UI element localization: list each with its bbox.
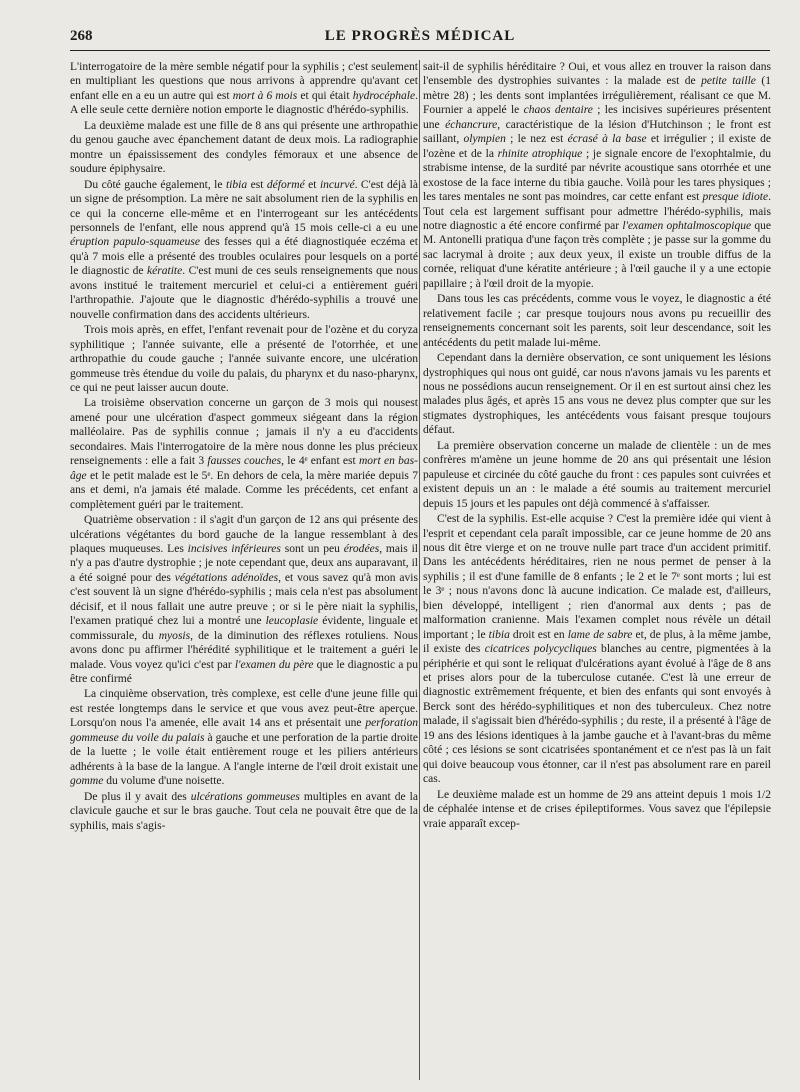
italic-text: érodées [343, 542, 380, 555]
paragraph [423, 788, 771, 831]
italic-text: hydrocéphale [352, 89, 416, 102]
text-run: du volume d'une noisette. [103, 775, 225, 788]
italic-text: cicatrices polycycliques [484, 643, 597, 656]
text-run: Quatrième observation : il s'agit d'un garçon de 12 ans qui présente des ulcérations végétantes du bord gauche de la langue ressemblant à des plaques muqueuses. Les [70, 514, 418, 555]
paragraph [423, 351, 771, 438]
text-run: droit est en [509, 628, 568, 641]
text-run: Le deuxième malade est un homme de 29 ans atteint depuis 1 mois 1/2 de céphalée intense et de crises épileptiformes. Vous savez que l'épilepsie vraie apparaît excep- [423, 788, 771, 830]
italic-text: gomme [70, 775, 104, 788]
italic-text: fausses couches [207, 455, 282, 468]
italic-text: kératite [147, 265, 183, 278]
text-run: . C'est muni de ces seuls renseignements que nous avons institué le traitement mercuriel et celui-ci a entièrement guéri l'arthropathie. J'ajoute que le diagnostic d'hérédo-syphilis a trouvé une nouvelle confirmation dans des accidents ultérieurs. [70, 265, 418, 321]
text-run: , de la diminution des réflexes rotuliens. Nous avons donc pu affirmer l'hérédité syphilitique et le traitement a guéri le malade. Vous voyez qu'ici c'est par [70, 629, 418, 671]
text-run: et irrégulier ; il existe de l'ozène et de la [423, 133, 771, 160]
italic-text: l'examen ophtalmoscopique [622, 219, 752, 232]
italic-text: incisives inférieures [187, 542, 281, 555]
column-divider [419, 60, 420, 1080]
text-run: . Tout cela est largement suffisant pour admettre l'hérédo-syphilis, mais notre diagnostic a été encore confirmé par [423, 191, 771, 232]
italic-text: perforation gommeuse du voile du palais [70, 717, 418, 744]
text-run: et, de plus, à la même jambe, il existe des [423, 628, 771, 656]
italic-text: ulcérations gommeuses [190, 790, 300, 803]
text-run: La troisième observation concerne un garçon de 3 mois qui nousest amené pour une ulcération d'aspect gommeux siégeant dans la région malléolaire. Pas de syphilis connue ; jamais il n'y a eu d'accidents secondaires. Mais l'interrogatoire de la mère nous donne les plus précieux renseignements : elle a fait 3 [70, 397, 418, 468]
italic-text: échancrure [445, 118, 498, 131]
journal-title: LE PROGRÈS MÉDICAL [324, 28, 516, 44]
italic-text: écrasé à la base [567, 133, 647, 146]
paragraph [70, 178, 418, 323]
text-run: que le diagnostic a pu être confirmé [70, 658, 418, 686]
text-run: . A elle seule cette dernière notion emporte le diagnostic d'hérédo-syphilis. [70, 89, 418, 117]
italic-text: leucoplasie [265, 615, 319, 628]
text-run: Cependant dans la dernière observation, ce sont uniquement les lésions dystrophiques qui nous ont guidé, car nous n'avons jamais vu les parents et nous ne possédions aucun renseignement. Or il en est surtout ainsi chez les malades plus âgés, et après 15 ans vous ne devez plus compter que sur les stigmates dystrophiques, les antécédents vous faisant presque toujours défaut. [423, 352, 771, 437]
text-run: sont un peu [280, 542, 344, 555]
text-run: et le petit malade est le 5ᵉ. En dehors de cela, la mère mariée depuis 7 ans et demi, n'a jamais été malade. Comme les précédents, cet enfant a complètement guéri par le traitement. [70, 469, 418, 511]
text-run: ; le nez est [505, 133, 568, 146]
paragraph [70, 513, 418, 686]
page-header [70, 28, 770, 50]
italic-text: incurvé [319, 178, 355, 191]
paragraph [423, 512, 771, 787]
text-run: Du côté gauche également, le [84, 178, 226, 191]
text-run: Dans tous les cas précédents, comme vous le voyez, le diagnostic a été relativement facile ; car presque toujours nous avons pu recueillir des renseignements concernant soit les parents, soit leur descendance, soit les antécédents du petit malade lui-même. [423, 293, 771, 349]
text-run: La première observation concerne un malade de clientèle : un de mes confrères m'amène un jeune homme de 20 ans qui présentait une lésion papuleuse et circinée du côté gauche du front : ces papules sont cuivrées et existent depuis un an : le malade a été soumis au traitement mercuriel depuis 15 jours et les papules ont déjà commencé à s'affaisser. [423, 439, 771, 510]
page-number: 268 [70, 28, 93, 44]
text-run: De plus il y avait des [84, 790, 191, 803]
italic-text: éruption papulo-squameuse [70, 236, 201, 249]
text-run: C'est de la syphilis. Est-elle acquise ? C'est la première idée qui vient à l'esprit et cependant cela paraît impossible, car ce jeune homme de 20 ans nous dit être vierge et on ne trouve nulle part trace d'un accident primitif. Dans les antécédents héréditaires, rien ne nous permet de penser à la syphilis ; il est d'une famille de 8 enfants ; le 2 et le 7ᵉ sont morts ; lui est le 3ᵉ ; nous n'avons donc là aucune indication. Ce malade est, d'ailleurs, bien développé, intelligent ; rien d'anormal aux dents ; pas de malformation cranienne. Mais l'examen complet nous révèle un détail important ; le [423, 513, 771, 641]
paragraph [70, 790, 418, 833]
text-run: , mais il n'y a pas d'autre dystrophie ; je note cependant que, deux ans auparavant, il a été soigné pour des [70, 542, 418, 584]
italic-text: végétations adénoïdes [174, 571, 279, 584]
paragraph [70, 60, 418, 118]
text-run: et qui était [297, 89, 353, 102]
text-run: ; les incisives supérieures présentent une [423, 104, 771, 131]
text-run: blanches au centre, pigmentées à la périphérie et qui sont le reliquat d'ulcérations ayant évolué à l'âge de 8 ans et prises alors pour de la tuberculose cutanée. C'est là une erreur de diagnostic extrêmement fréquente, et bien des enfants qui sont envoyés à Berck sont des hérédo-syphilitiques et non des tuberculeux. Chez notre malade, il s'agissait bien d'hérédo-syphilis ; du reste, il a présenté à l'âge de 19 ans des lésions identiques à la jambe gauche et à l'avant-bras du même côté ; ces lésions se sont cicatrisées spontanément et ce n'est pas là un fait qui doive beaucoup vous étonner, car il n'est pas absolument rare en pareil cas. [423, 643, 771, 786]
text-run: que M. Antonelli pratiqua d'une façon très complète ; je passe sur la gomme du sac lacrymal à droite ; aux deux yeux, il existe un trouble diffus de la cornée, reliquat d'une kératite antérieure ; à l'œil gauche il y a une ectopie papillaire ; à l'œil droit de la myopie. [423, 219, 771, 290]
italic-text: olympien [463, 133, 506, 146]
italic-text: mort à 6 mois [232, 89, 298, 102]
paragraph [423, 292, 771, 350]
text-run: évidente, linguale et commissurale, du [70, 615, 418, 642]
text-run: L'interrogatoire de la mère semble négatif pour la syphilis ; c'est seulement en multipliant les questions que nous arrivons à apprendre qu'avant cet enfant elle en a eu un autre qui est [70, 61, 418, 102]
text-run: multiples en avant de la clavicule gauche et sur le bras gauche. Tout cela ne pouvait être que de la syphilis, mais s'agis- [70, 790, 418, 832]
paragraph [70, 119, 418, 177]
text-run: , et vous savez qu'à mon avis c'est souvent là un signe d'hérédo-syphilis ; mais cela n'est pas absolument décisif, et il nous fallait une autre preuve ; or si le père niait la syphilis, l'examen pratiqué chez lui a montré une [70, 571, 418, 628]
left-column [70, 60, 418, 1085]
italic-text: l'examen du père [234, 658, 314, 671]
italic-text: lame de sabre [567, 628, 633, 641]
text-run: . C'est déjà là un signe de présomption. La mère ne sait absolument rien de la syphilis en ce qui la concerne elle-même et en l'interrogeant sur les antécédents personnels de l'enfant, elle nous apprend qu'à 15 mois celle-ci a eu une [70, 178, 418, 234]
text-run: et [304, 178, 320, 191]
paragraph [70, 323, 418, 395]
italic-text: petite taille [701, 75, 756, 88]
text-run: est [247, 178, 267, 191]
paragraph [423, 60, 771, 291]
text-run: des fesses qui a été diagnostiquée eczéma et qu'à 7 mois elle a présenté des troubles oculaires pour lesquels on a porté le diagnostic de [70, 236, 418, 278]
italic-text: déformé [266, 178, 305, 191]
text-run: , caractéristique de la lésion d'Hutchinson ; le front est saillant, [423, 118, 771, 146]
text-run: à gauche et une perforation de la partie droite de la luette ; le voile était entièrement rouge et les piliers antérieurs adhérents à la base de la langue. A l'angle interne de l'œil droit existait une [70, 731, 418, 773]
paragraph [70, 396, 418, 512]
text-run: La deuxième malade est une fille de 8 ans qui présente une arthropathie du genou gauche avec épanchement datant de deux mois. La radiographie montre un épaississement des condyles fémoraux et une absence de soudure épiphysaire. [70, 119, 418, 176]
italic-text: rhinite atrophique [497, 147, 583, 160]
italic-text: presque idiote [702, 191, 769, 204]
paragraph [423, 439, 771, 511]
italic-text: mort en bas-âge [70, 455, 418, 482]
italic-text: myosis [158, 629, 191, 642]
right-column [423, 60, 771, 1085]
italic-text: chaos dentaire [523, 104, 593, 117]
italic-text: tibia [225, 178, 248, 191]
text-run: ; je signale encore de l'exophtalmie, du strabisme intense, de la surdité par névrite acoustique sans otorrhée et une exostose de la face interne du tibia gauche. Voilà pour les tares physiques ; les tares mentales ne sont pas moindres, car cette enfant est [423, 147, 771, 204]
text-run: sait-il de syphilis héréditaire ? Oui, et vous allez en trouver la raison dans l'ensemble des dystrophies suivantes : la malade est de [423, 61, 771, 88]
text-run: , le 4ᵉ enfant est [281, 455, 359, 468]
text-run: La cinquième observation, très complexe, est celle d'une jeune fille qui est restée longtemps dans le service et que vous avez peut-être aperçue. Lorsqu'on nous l'a amenée, elle avait 14 ans et présentait une [70, 688, 418, 730]
text-run: (1 mètre 28) ; les dents sont implantées irrégulièrement, réalisant ce que M. Fournier a appelé le [423, 75, 771, 117]
paragraph [70, 687, 418, 788]
italic-text: tibia [488, 628, 510, 641]
text-run: Trois mois après, en effet, l'enfant revenait pour de l'ozène et du coryza syphilitique ; l'année suivante, elle a présenté de l'otorrhée, et une arthropathie du coude gauche ; l'année suivante encore, une ulcération gommeuse très étendue du voile du palais, du pharynx et du naso-pharynx, ce qui ne peut laisser aucun doute. [70, 324, 418, 394]
header-rule [70, 50, 770, 51]
